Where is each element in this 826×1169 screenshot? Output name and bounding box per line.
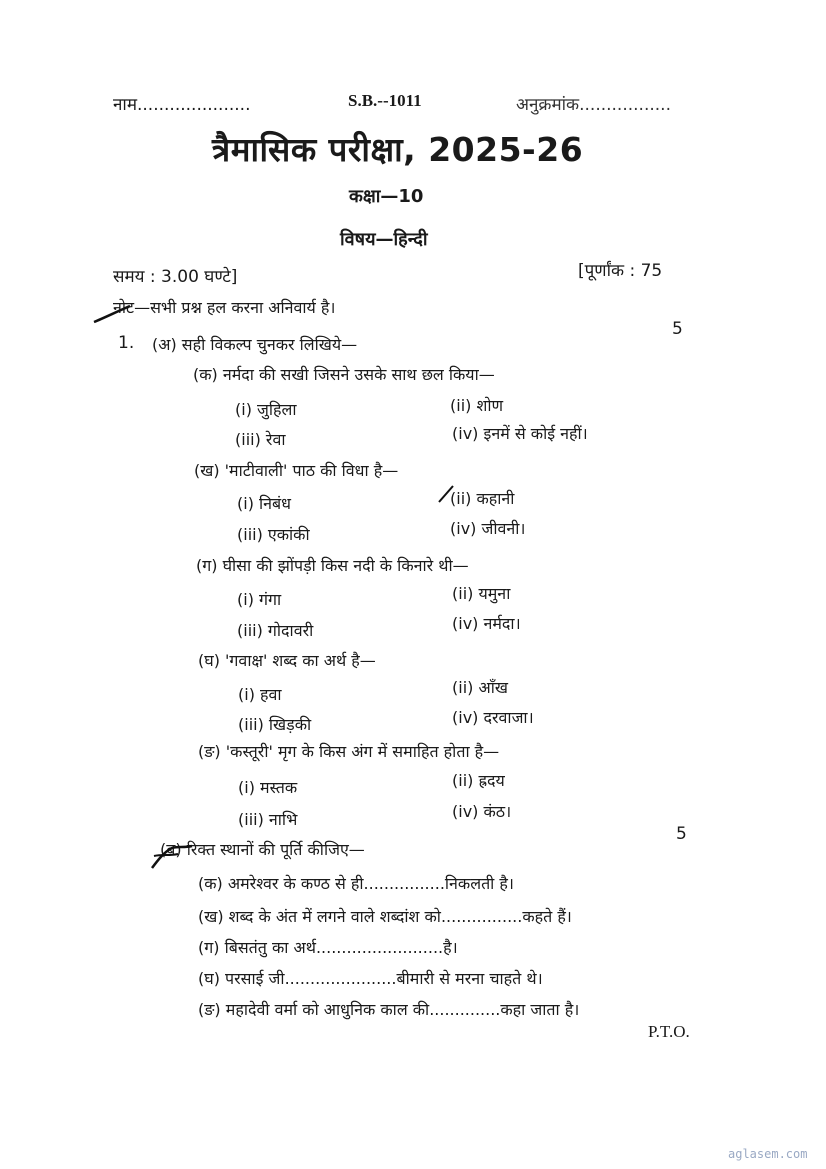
- paper-code: S.B.--1011: [348, 91, 422, 110]
- pen-scribble-mark: [148, 842, 198, 874]
- fill-blank-item: (घ) परसाई जी......................बीमारी से मरना चाहते थे।: [198, 969, 543, 988]
- subject-label: विषय—हिन्दी: [340, 229, 428, 250]
- mcq-stem: (घ) 'गवाक्ष' शब्द का अर्थ है—: [198, 651, 376, 670]
- mcq-option: (i) निबंध: [237, 494, 292, 513]
- pto-label: P.T.O.: [648, 1022, 690, 1041]
- mcq-stem: (ख) 'माटीवाली' पाठ की विधा है—: [194, 461, 399, 480]
- mcq-option: (ii) यमुना: [452, 584, 511, 603]
- mcq-stem: (ग) घीसा की झोंपड़ी किस नदी के किनारे थी—: [196, 556, 469, 575]
- question-number: 1.: [118, 333, 135, 353]
- time-label: समय : 3.00 घण्टे]: [113, 267, 238, 287]
- roll-number-field: अनुक्रमांक.................: [516, 95, 671, 115]
- mcq-option: (iv) जीवनी।: [450, 519, 526, 538]
- mcq-option: (ii) कहानी: [450, 489, 515, 508]
- fill-blank-item: (ङ) महादेवी वर्मा को आधुनिक काल की..............कहा जाता है।: [198, 1000, 580, 1019]
- mcq-option: (ii) शोण: [450, 396, 504, 415]
- instruction-note: नोट—सभी प्रश्न हल करना अनिवार्य है।: [113, 298, 336, 317]
- mcq-stem: (ङ) 'कस्तूरी' मृग के किस अंग में समाहित होता है—: [198, 742, 500, 761]
- fill-blank-item: (क) अमरेश्वर के कण्ठ से ही................निकलती है।: [198, 874, 514, 893]
- part-b-label: (ब) रिक्त स्थानों की पूर्ति कीजिए—: [160, 840, 365, 859]
- mcq-stem: (क) नर्मदा की सखी जिसने उसके साथ छल किया—: [193, 365, 495, 384]
- total-marks: [पूर्णांक : 75: [578, 261, 663, 281]
- mcq-option: (iv) इनमें से कोई नहीं।: [452, 424, 588, 443]
- part-a-marks: 5: [672, 319, 683, 339]
- exam-title: त्रैमासिक परीक्षा, 2025-26: [212, 130, 584, 169]
- mcq-option: (iii) रेवा: [235, 430, 286, 449]
- mcq-option: (i) जुहिला: [235, 400, 297, 419]
- name-field: नाम.....................: [113, 95, 251, 115]
- mcq-option: (iv) कंठ।: [452, 802, 512, 821]
- mcq-option: (i) गंगा: [237, 590, 282, 609]
- mcq-option: (iv) नर्मदा।: [452, 614, 521, 633]
- mcq-option: (ii) आँख: [452, 678, 508, 697]
- fill-blank-item: (ख) शब्द के अंत में लगने वाले शब्दांश को................कहते हैं।: [198, 907, 572, 926]
- fill-blank-item: (ग) बिसतंतु का अर्थ.........................है।: [198, 938, 458, 957]
- pen-tick-mark: [436, 484, 456, 506]
- part-b-marks: 5: [676, 824, 687, 844]
- mcq-option: (i) हवा: [238, 685, 282, 704]
- pen-tick-mark: [92, 302, 132, 326]
- watermark: aglasem.com: [728, 1147, 808, 1161]
- mcq-option: (i) मस्तक: [238, 778, 298, 797]
- mcq-option: (iv) दरवाजा।: [452, 708, 534, 727]
- mcq-option: (iii) एकांकी: [237, 525, 310, 544]
- class-label: कक्षा—10: [349, 186, 424, 207]
- mcq-option: (iii) गोदावरी: [237, 621, 314, 640]
- mcq-option: (iii) नाभि: [238, 810, 298, 829]
- part-a-label: (अ) सही विकल्प चुनकर लिखिये—: [152, 335, 358, 354]
- mcq-option: (iii) खिड़की: [238, 715, 312, 734]
- mcq-option: (ii) ह्रदय: [452, 771, 505, 790]
